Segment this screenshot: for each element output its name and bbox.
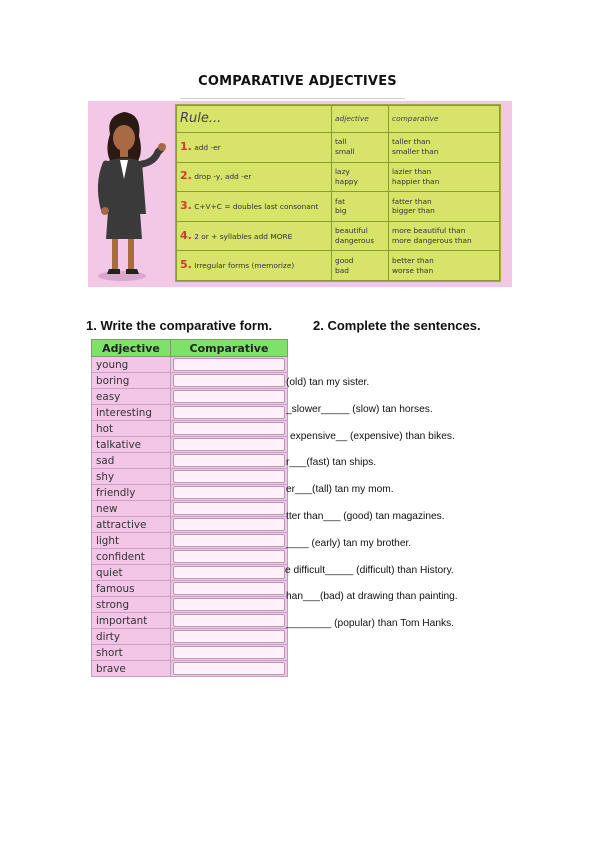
comparative-answer-field[interactable] <box>173 454 285 467</box>
rule-comparative: more dangerous than <box>392 236 472 246</box>
rule-row <box>177 221 500 251</box>
comparative-cell <box>171 373 288 389</box>
comparative-cell <box>171 437 288 453</box>
table-row <box>92 501 288 517</box>
comparative-answer-field[interactable] <box>173 502 285 515</box>
comparative-cell <box>171 485 288 501</box>
rule-adjective: bad <box>335 265 349 275</box>
rule-comparative: happier than <box>392 176 440 186</box>
sentence-line: expensive__ (expensive) than bikes. <box>290 430 455 442</box>
rule-number: 5. <box>180 258 192 272</box>
comparative-answer-field[interactable] <box>173 550 285 563</box>
rule-text: C+V+C = doubles last consonant <box>194 202 319 212</box>
adjective-cell: new <box>92 501 171 517</box>
adjective-cell: young <box>92 357 171 373</box>
adjective-cell: friendly <box>92 485 171 501</box>
rule-adjective: good <box>335 255 354 265</box>
rules-table <box>175 104 501 282</box>
comparative-answer-field[interactable] <box>173 358 285 371</box>
rules-header-rule: Rule... <box>177 106 332 133</box>
adjective-cell: light <box>92 533 171 549</box>
comparative-answer-field[interactable] <box>173 470 285 483</box>
rule-comparative: fatter than <box>392 196 432 206</box>
comparative-cell <box>171 405 288 421</box>
sentence-line: ____ (early) tan my brother. <box>286 537 412 549</box>
comparative-cell <box>171 597 288 613</box>
page-title: COMPARATIVE ADJECTIVES <box>198 74 397 89</box>
rule-text: drop -y, add -er <box>194 172 252 182</box>
comparative-cell <box>171 469 288 485</box>
rule-number: 2. <box>180 169 192 183</box>
table-row <box>92 437 288 453</box>
comparative-answer-field[interactable] <box>173 390 285 403</box>
sentence-line: han___(bad) at drawing than painting. <box>286 591 458 603</box>
rule-adjective: dangerous <box>335 236 375 246</box>
comparative-answer-field[interactable] <box>173 646 285 659</box>
comparative-answer-field[interactable] <box>173 662 285 675</box>
rule-row <box>177 251 500 281</box>
rules-header-adjective: adjective <box>332 106 389 133</box>
table-row <box>92 453 288 469</box>
rule-text: 2 or + syllables add MORE <box>194 231 293 241</box>
rule-comparative: better than <box>392 255 434 265</box>
comparative-answer-field[interactable] <box>173 598 285 611</box>
rule-adjective: small <box>335 147 355 157</box>
rule-text: Irregular forms (memorize) <box>194 261 295 271</box>
comparative-cell <box>171 565 288 581</box>
adjective-cell: dirty <box>92 629 171 645</box>
comparative-answer-field[interactable] <box>173 518 285 531</box>
adjective-cell: strong <box>92 597 171 613</box>
rule-adjective: fat <box>335 196 346 206</box>
table-row <box>92 613 288 629</box>
comparative-answer-field[interactable] <box>173 582 285 595</box>
section1-heading: 1. Write the comparative form. <box>86 318 273 333</box>
table-row <box>92 469 288 485</box>
rule-comparative: taller than <box>392 137 431 147</box>
adjective-cell: quiet <box>92 565 171 581</box>
sentence-line: tter than___ (good) tan magazines. <box>286 511 445 522</box>
adjective-cell: easy <box>92 389 171 405</box>
sentence-line: er___(tall) tan my mom. <box>286 484 394 496</box>
table-row <box>92 645 288 661</box>
comparative-cell <box>171 549 288 565</box>
rule-adjective: happy <box>335 176 358 186</box>
comparative-cell <box>171 357 288 373</box>
rule-row <box>177 192 500 222</box>
adjective-cell: sad <box>92 453 171 469</box>
adjective-cell: important <box>92 613 171 629</box>
sentence-line: r___(fast) tan ships. <box>286 457 377 469</box>
comparative-answer-field[interactable] <box>173 534 285 547</box>
adjective-cell: shy <box>92 469 171 485</box>
comparative-cell <box>171 645 288 661</box>
sentence-line: _slower_____ (slow) tan horses. <box>286 403 433 415</box>
comparative-cell <box>171 421 288 437</box>
table-row <box>92 517 288 533</box>
sentence-line: (old) tan my sister. <box>286 377 370 388</box>
rules-header-comparative: comparative <box>389 106 500 133</box>
table-row <box>92 549 288 565</box>
table-row <box>92 597 288 613</box>
rule-row <box>177 133 500 163</box>
comparative-cell <box>171 613 288 629</box>
comparative-cell <box>171 533 288 549</box>
comparative-cell <box>171 517 288 533</box>
column-header-comparative: Comparative <box>171 340 288 357</box>
table-row <box>92 485 288 501</box>
table-row <box>92 581 288 597</box>
rule-adjective: lazy <box>335 166 350 176</box>
adjective-cell: talkative <box>92 437 171 453</box>
comparative-answer-field[interactable] <box>173 566 285 579</box>
table-row <box>92 661 288 677</box>
column-header-adjective: Adjective <box>92 340 171 357</box>
rule-row <box>177 162 500 192</box>
title-underline <box>180 98 405 99</box>
rule-number: 4. <box>180 228 192 242</box>
comparative-answer-field[interactable] <box>173 438 285 451</box>
table-row <box>92 357 288 373</box>
rule-comparative: smaller than <box>392 147 439 157</box>
adjective-cell: boring <box>92 373 171 389</box>
comparative-cell <box>171 629 288 645</box>
rule-adjective: beautiful <box>335 226 368 236</box>
rule-comparative: worse than <box>392 265 434 275</box>
comparative-answer-field[interactable] <box>173 374 285 387</box>
comparative-cell <box>171 453 288 469</box>
table-row <box>92 565 288 581</box>
rule-number: 1. <box>180 139 192 153</box>
adjective-cell: famous <box>92 581 171 597</box>
rule-comparative: more beautiful than <box>392 226 466 236</box>
comparative-answer-field[interactable] <box>173 630 285 643</box>
adjective-cell: interesting <box>92 405 171 421</box>
table-row <box>92 629 288 645</box>
rule-comparative: lazier than <box>392 166 432 176</box>
adjective-cell: confident <box>92 549 171 565</box>
rule-text: add -er <box>194 142 221 152</box>
comparative-answer-field[interactable] <box>173 614 285 627</box>
rule-comparative: bigger than <box>392 206 435 216</box>
comparative-cell <box>171 389 288 405</box>
sentence-line: ________ (popular) than Tom Hanks. <box>286 618 455 630</box>
teacher-illustration <box>92 104 172 284</box>
adjective-cell: attractive <box>92 517 171 533</box>
rule-adjective: tall <box>335 137 347 147</box>
comparative-answer-field[interactable] <box>173 406 285 419</box>
comparative-answer-field[interactable] <box>173 422 285 435</box>
table-row <box>92 421 288 437</box>
adjective-cell: brave <box>92 661 171 677</box>
table-row <box>92 373 288 389</box>
rule-number: 3. <box>180 199 192 213</box>
rule-adjective: big <box>335 206 347 216</box>
adjective-cell: short <box>92 645 171 661</box>
comparative-form-table <box>91 339 288 677</box>
comparative-answer-field[interactable] <box>173 486 285 499</box>
sentence-line: e difficult_____ (difficult) than History. <box>285 564 454 576</box>
table-row <box>92 533 288 549</box>
comparative-cell <box>171 581 288 597</box>
comparative-cell <box>171 661 288 677</box>
adjective-cell: hot <box>92 421 171 437</box>
table-row <box>92 389 288 405</box>
comparative-cell <box>171 501 288 517</box>
section2-heading: 2. Complete the sentences. <box>313 318 481 333</box>
table-row <box>92 405 288 421</box>
